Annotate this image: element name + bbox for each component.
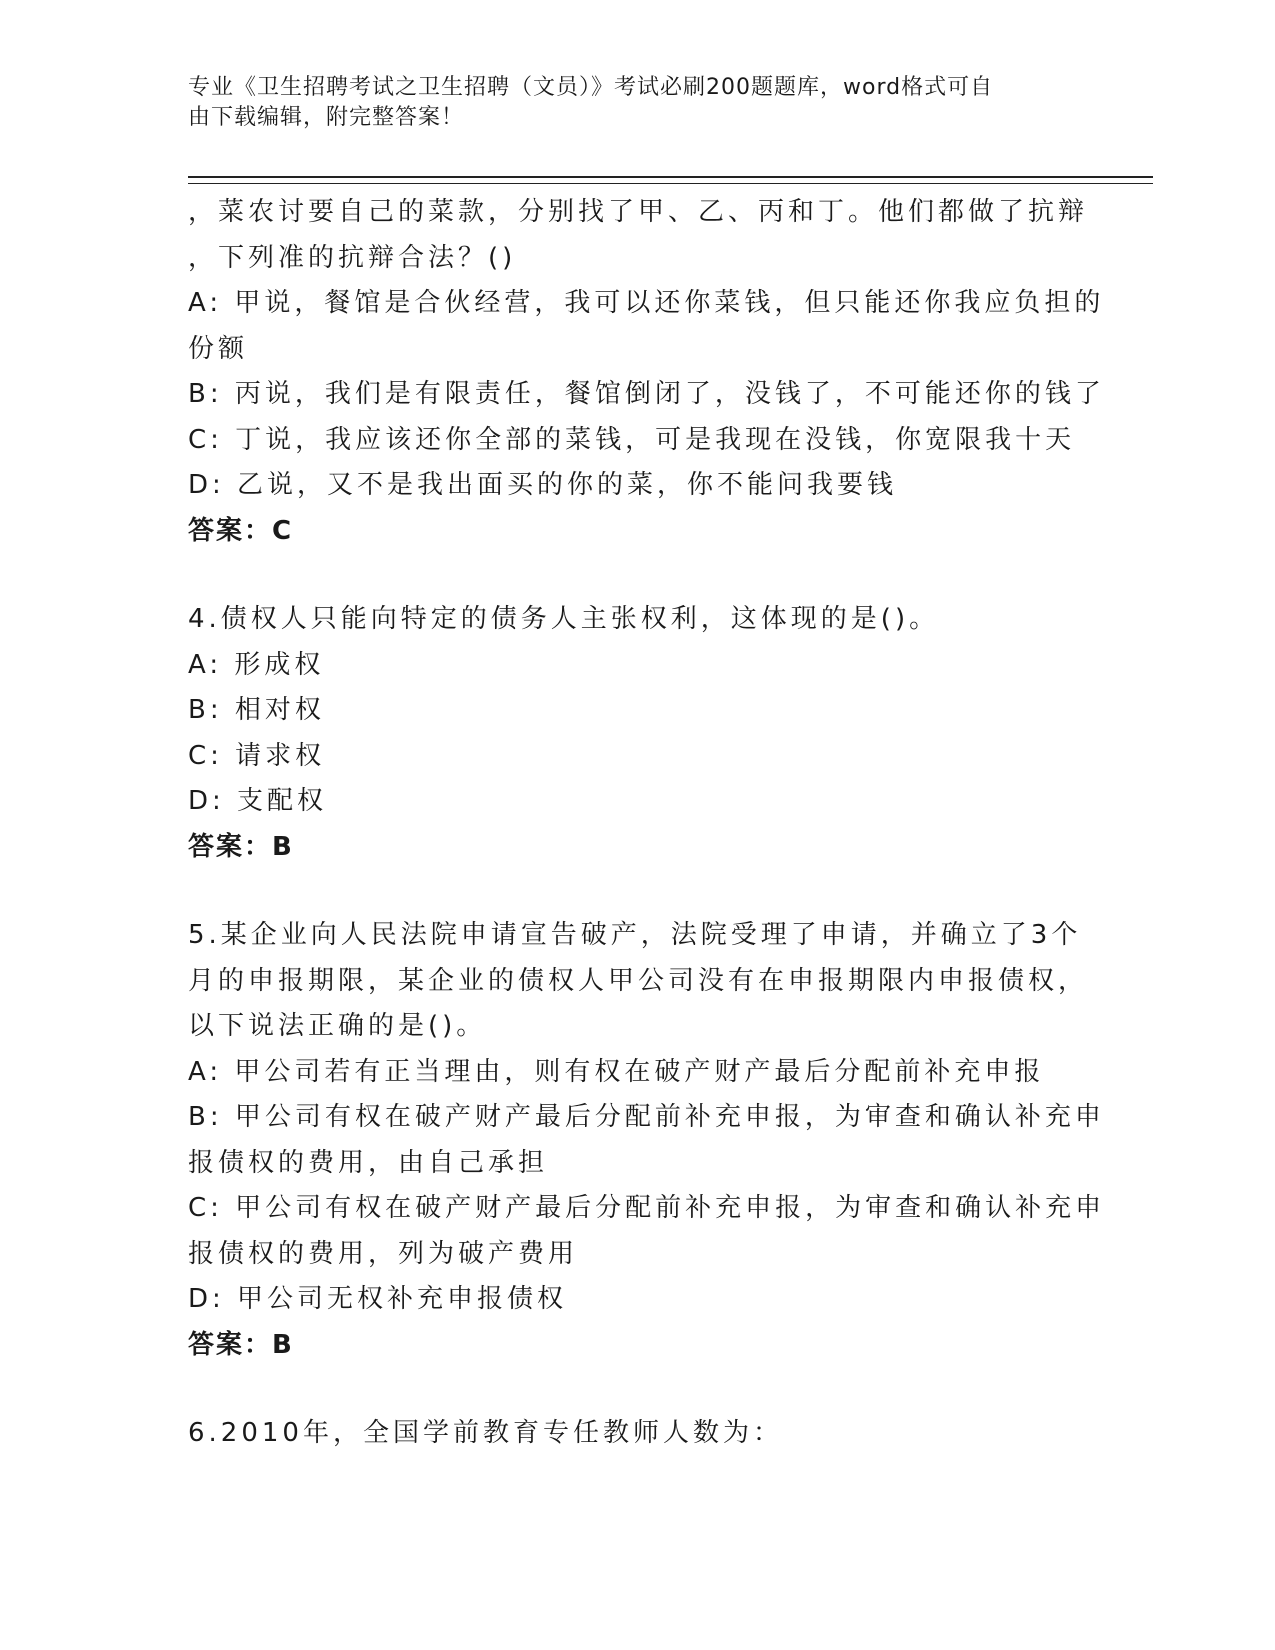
question-stem: ，下列准的抗辩合法？() — [188, 242, 517, 273]
question-stem: 5.某企业向人民法院申请宣告破产，法院受理了申请，并确立了3个 — [188, 920, 1082, 950]
option-a: A: 甲公司若有正当理由，则有权在破产财产最后分配前补充申报 — [188, 1056, 1045, 1087]
answer: 答案：B — [188, 1329, 294, 1360]
option-d: D: 甲公司无权补充申报债权 — [188, 1284, 568, 1314]
spacer — [188, 1368, 1088, 1411]
option-d: D: 乙说，又不是我出面买的你的菜，你不能问我要钱 — [188, 470, 898, 500]
question-stem: 6.2010年，全国学前教育专任教师人数为： — [188, 1418, 783, 1448]
option-b-continued: 报债权的费用，由自己承担 — [188, 1147, 549, 1178]
document-body — [188, 190, 1106, 1457]
option-a: A: 甲说，餐馆是合伙经营，我可以还你菜钱，但只能还你我应负担的 — [188, 288, 1105, 318]
option-a: A: 形成权 — [188, 649, 325, 680]
option-b: B: 相对权 — [188, 695, 325, 725]
question-stem: 4.债权人只能向特定的债务人主张权利，这体现的是()。 — [188, 604, 940, 634]
question-stem: ，菜农讨要自己的菜款，分别找了甲、乙、丙和丁。他们都做了抗辩 — [188, 197, 1089, 227]
question-6 — [188, 1411, 1088, 1457]
question-3 — [188, 190, 1105, 554]
header-line-2: 由下载编辑，附完整答案！ — [188, 105, 465, 130]
option-c: C: 请求权 — [188, 740, 326, 771]
header-divider — [188, 176, 1153, 184]
option-c-continued: 报债权的费用，列为破产费用 — [188, 1238, 579, 1269]
option-c: C: 丁说，我应该还你全部的菜钱，可是我现在没钱，你宽限我十天 — [188, 424, 1076, 455]
question-stem: 月的申报期限，某企业的债权人甲公司没有在申报期限内申报债权， — [188, 965, 1089, 996]
option-c: C: 甲公司有权在破产财产最后分配前补充申报，为审查和确认补充申 — [188, 1193, 1106, 1223]
answer: 答案：B — [188, 831, 294, 862]
document-header — [188, 73, 1088, 133]
option-b: B: 甲公司有权在破产财产最后分配前补充申报，为审查和确认补充申 — [188, 1102, 1105, 1132]
spacer — [188, 554, 1088, 597]
option-d: D: 支配权 — [188, 786, 328, 816]
header-line-1: 专业《卫生招聘考试之卫生招聘（文员）》考试必刷200题题库，word格式可自 — [188, 75, 994, 100]
question-5 — [188, 913, 1106, 1368]
question-4 — [188, 597, 1088, 870]
option-a-continued: 份额 — [188, 333, 249, 364]
question-stem: 以下说法正确的是()。 — [188, 1011, 487, 1041]
answer: 答案：C — [188, 515, 294, 546]
spacer — [188, 870, 1088, 913]
option-b: B: 丙说，我们是有限责任，餐馆倒闭了，没钱了，不可能还你的钱了 — [188, 379, 1105, 409]
